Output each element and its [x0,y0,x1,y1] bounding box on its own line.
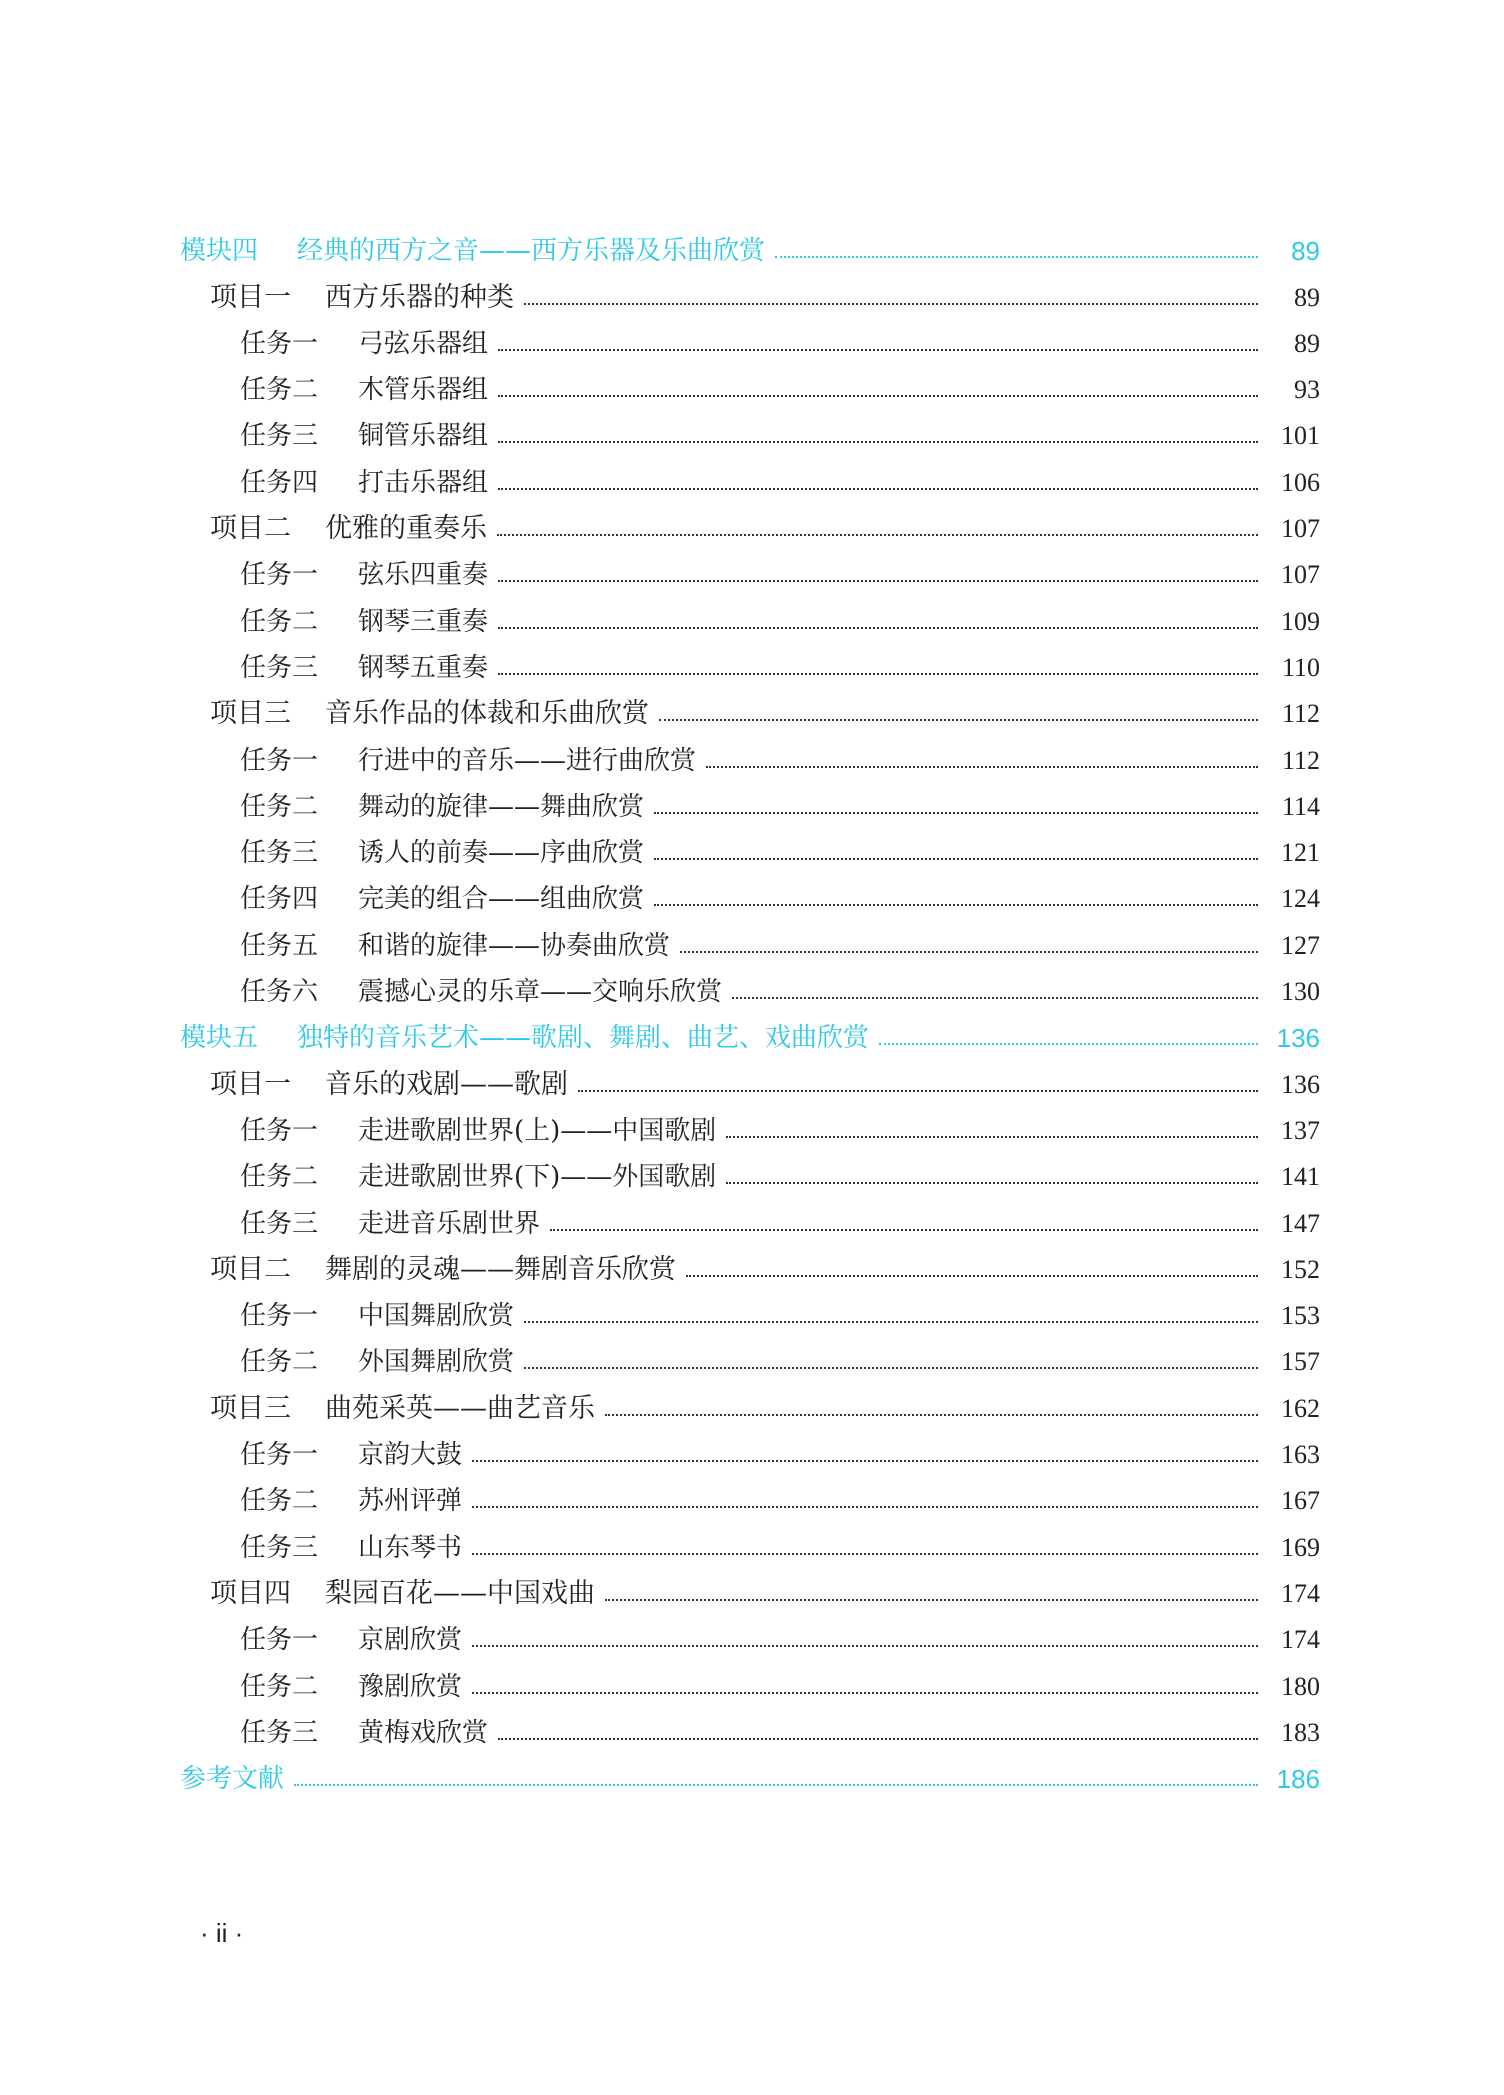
toc-entry-title: 音乐的戏剧——歌剧 [325,1068,568,1100]
toc-entry-title: 中国舞剧欣赏 [358,1301,515,1332]
toc-page-number: 89 [1294,328,1320,358]
toc-entry-label: 任务二 [240,375,319,406]
toc-task-entry[interactable] [180,411,1320,457]
toc-entry-title: 弦乐四重奏 [358,560,489,591]
toc-page-number: 183 [1281,1717,1320,1747]
toc-task-entry[interactable] [180,1615,1320,1661]
toc-page-number: 106 [1281,467,1320,497]
toc-module-entry[interactable] [180,1754,1320,1800]
toc-entry-label: 任务一 [240,1301,319,1332]
toc-entry-label: 任务一 [240,328,319,359]
toc-page-number: 167 [1281,1486,1320,1516]
dot-leader [294,1784,1258,1786]
toc-entry-title: 外国舞剧欣赏 [358,1347,515,1378]
dot-leader [605,1414,1258,1416]
dot-leader [775,256,1258,258]
toc-entry-label: 任务一 [240,1440,319,1471]
dot-leader [732,997,1258,999]
toc-entry-label: 任务三 [240,838,319,869]
toc-entry-label: 任务二 [240,1347,319,1378]
toc-entry-label: 任务六 [240,977,319,1008]
toc-page-number: 110 [1281,652,1320,682]
toc-task-entry[interactable] [180,782,1320,828]
dot-leader [498,1738,1258,1740]
toc-entry-label: 项目三 [210,1392,291,1424]
dot-leader [498,441,1258,443]
toc-entry-label: 任务二 [240,1162,319,1193]
toc-page-number: 93 [1294,375,1320,405]
toc-task-entry[interactable] [180,1661,1320,1707]
toc-project-entry[interactable] [180,1059,1320,1105]
toc-entry-label: 项目四 [210,1577,291,1609]
toc-entry-label: 模块四 [180,236,259,267]
toc-entry-label: 任务三 [240,1208,319,1239]
toc-entry-title: 黄梅戏欣赏 [358,1717,489,1748]
toc-task-entry[interactable] [180,920,1320,966]
dot-leader [659,719,1258,721]
toc-task-entry[interactable] [180,1291,1320,1337]
toc-entry-label: 任务一 [240,560,319,591]
toc-entry-title: 铜管乐器组 [358,421,489,452]
dot-leader [680,951,1258,953]
toc-entry-title: 和谐的旋律——协奏曲欣赏 [358,930,671,961]
toc-task-entry[interactable] [180,967,1320,1013]
toc-project-entry[interactable] [180,504,1320,550]
toc-page-number: 124 [1281,884,1320,914]
toc-task-entry[interactable] [180,1708,1320,1754]
toc-page-number: 112 [1281,745,1320,775]
toc-page-number: 141 [1281,1162,1320,1192]
toc-page-number: 89 [1291,236,1320,267]
toc-page-number: 107 [1281,514,1320,544]
toc-entry-title: 钢琴五重奏 [358,652,489,683]
toc-entry-title: 京韵大鼓 [358,1440,463,1471]
toc-entry-title: 完美的组合——组曲欣赏 [358,884,645,915]
dot-leader [498,349,1258,351]
toc-entry-label: 任务三 [240,1717,319,1748]
dot-leader [497,534,1258,536]
toc-entry-title: 梨园百花——中国戏曲 [325,1577,595,1609]
toc-entry-label: 任务一 [240,1625,319,1656]
toc-page-number: 147 [1281,1208,1320,1238]
toc-page-number: 162 [1281,1393,1320,1423]
toc-entry-title: 走进歌剧世界(下)——外国歌剧 [358,1162,717,1193]
dot-leader [654,858,1258,860]
dot-leader [498,488,1258,490]
toc-task-entry[interactable] [180,1337,1320,1383]
toc-task-entry[interactable] [180,1522,1320,1568]
toc-page-number: 112 [1281,699,1320,729]
toc-entry-title: 行进中的音乐——进行曲欣赏 [358,745,697,776]
toc-page-number: 163 [1281,1440,1320,1470]
toc-project-entry[interactable] [180,1569,1320,1615]
toc-task-entry[interactable] [180,1430,1320,1476]
toc-project-entry[interactable] [180,1245,1320,1291]
toc-entry-title: 山东琴书 [358,1532,463,1563]
dot-leader [706,766,1258,768]
toc-entry-title: 曲苑采英——曲艺音乐 [325,1392,595,1424]
dot-leader [879,1043,1258,1045]
dot-leader [498,580,1258,582]
dot-leader [524,1321,1258,1323]
dot-leader [550,1229,1258,1231]
toc-entry-title: 走进音乐剧世界 [358,1208,541,1239]
toc-entry-label: 任务三 [240,652,319,683]
toc-page-number: 174 [1281,1625,1320,1655]
dot-leader [726,1182,1258,1184]
toc-task-entry[interactable] [180,1476,1320,1522]
toc-project-entry[interactable] [180,272,1320,318]
toc-entry-label: 项目二 [210,513,291,545]
toc-page-number: 136 [1276,1023,1320,1054]
toc-entry-title: 弓弦乐器组 [358,328,489,359]
toc-page-number: 136 [1281,1069,1320,1099]
dot-leader [605,1599,1258,1601]
toc-entry-title: 经典的西方之音——西方乐器及乐曲欣赏 [297,236,766,267]
toc-page-number: 169 [1281,1532,1320,1562]
dot-leader [472,1692,1258,1694]
dot-leader [524,1367,1258,1369]
toc-entry-title: 优雅的重奏乐 [325,513,487,545]
toc-page-number: 101 [1281,421,1320,451]
toc-entry-label: 任务二 [240,791,319,822]
toc-task-entry[interactable] [180,1198,1320,1244]
toc-entry-label: 任务四 [240,467,319,498]
toc-entry-label: 任务三 [240,421,319,452]
toc-page-number: 109 [1281,606,1320,636]
toc-module-entry[interactable] [180,226,1320,272]
toc-entry-title: 舞剧的灵魂——舞剧音乐欣赏 [325,1253,676,1285]
dot-leader [498,395,1258,397]
toc-page-number: 186 [1276,1764,1320,1795]
toc-entry-title: 京剧欣赏 [358,1625,463,1656]
toc-task-entry[interactable] [180,457,1320,503]
toc-entry-label: 项目二 [210,1253,291,1285]
toc-page-number: 137 [1281,1115,1320,1145]
toc-entry-title: 走进歌剧世界(上)——中国歌剧 [358,1115,717,1146]
toc-task-entry[interactable] [180,1106,1320,1152]
toc-page-number: 174 [1281,1578,1320,1608]
toc-page-number: 114 [1281,791,1320,821]
toc-entry-label: 任务二 [240,606,319,637]
toc-entry-label: 模块五 [180,1023,259,1054]
toc-task-entry[interactable] [180,596,1320,642]
toc-entry-label: 任务二 [240,1486,319,1517]
toc-entry-title: 诱人的前奏——序曲欣赏 [358,838,645,869]
dot-leader [654,904,1258,906]
toc-entry-label: 任务二 [240,1671,319,1702]
toc-page-number: 157 [1281,1347,1320,1377]
toc-task-entry[interactable] [180,828,1320,874]
toc-entry-title: 苏州评弹 [358,1486,463,1517]
toc-project-entry[interactable] [180,689,1320,735]
dot-leader [498,627,1258,629]
dot-leader [472,1645,1258,1647]
toc-page-number: 130 [1281,977,1320,1007]
toc-entry-label: 任务一 [240,745,319,776]
toc-task-entry[interactable] [180,550,1320,596]
toc-entry-label: 项目三 [210,698,291,730]
toc-entry-title: 舞动的旋律——舞曲欣赏 [358,791,645,822]
toc-entry-title: 西方乐器的种类 [325,281,514,313]
dot-leader [472,1460,1258,1462]
toc-project-entry[interactable] [180,1383,1320,1429]
dot-leader [726,1136,1258,1138]
toc-page-number: 121 [1281,838,1320,868]
page-number-footer: · ii · [200,1918,244,1948]
toc-entry-label: 任务一 [240,1115,319,1146]
dot-leader [472,1506,1258,1508]
toc-task-entry[interactable] [180,1152,1320,1198]
dot-leader [472,1553,1258,1555]
dot-leader [654,812,1258,814]
toc-page-number: 153 [1281,1301,1320,1331]
toc-entry-label: 任务五 [240,930,319,961]
toc-task-entry[interactable] [180,874,1320,920]
toc-entry-label: 项目一 [210,281,291,313]
toc-task-entry[interactable] [180,735,1320,781]
dot-leader [498,673,1258,675]
toc-page-number: 89 [1294,282,1320,312]
dot-leader [686,1275,1258,1277]
toc-entry-title: 木管乐器组 [358,375,489,406]
toc-entry-title: 豫剧欣赏 [358,1671,463,1702]
dot-leader [578,1090,1258,1092]
toc-entry-title: 独特的音乐艺术——歌剧、舞剧、曲艺、戏曲欣赏 [297,1023,870,1054]
toc-entry-label: 任务三 [240,1532,319,1563]
toc-task-entry[interactable] [180,319,1320,365]
toc-entry-title: 震撼心灵的乐章——交响乐欣赏 [358,977,723,1008]
toc-entry-title: 音乐作品的体裁和乐曲欣赏 [325,698,649,730]
toc-entry-title: 钢琴三重奏 [358,606,489,637]
toc-page-number: 180 [1281,1671,1320,1701]
toc-module-entry[interactable] [180,1013,1320,1059]
toc-entry-label: 项目一 [210,1068,291,1100]
dot-leader [524,303,1258,305]
toc-page-number: 127 [1281,930,1320,960]
toc-page-number: 152 [1281,1254,1320,1284]
toc-entry-title: 打击乐器组 [358,467,489,498]
table-of-contents [180,226,1320,1800]
toc-page-number: 107 [1281,560,1320,590]
toc-task-entry[interactable] [180,365,1320,411]
toc-entry-title: 参考文献 [180,1764,285,1795]
toc-entry-label: 任务四 [240,884,319,915]
toc-task-entry[interactable] [180,643,1320,689]
